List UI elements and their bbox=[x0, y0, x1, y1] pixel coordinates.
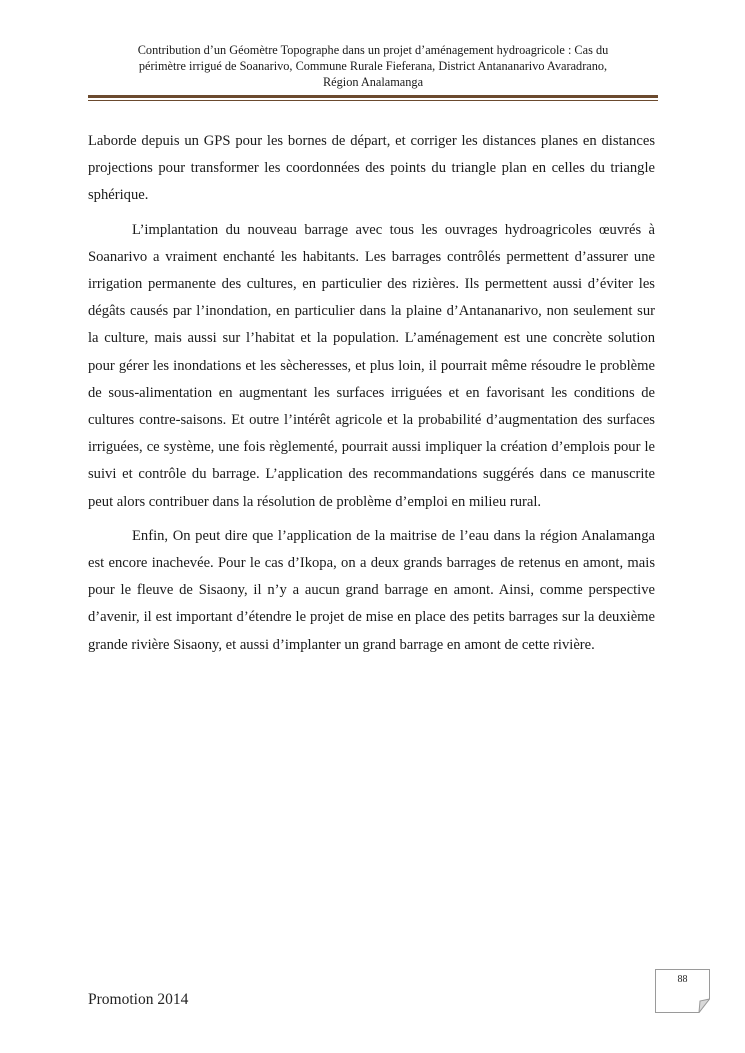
paragraph-2: L’implantation du nouveau barrage avec tous les ouvrages hydroagricoles œuvrés à Soanarivo a vraiment enchanté les habitants. Les barrages contrôlés permettent d’assurer une irrigation permanente des cultures, en particulier des rizières. Ils permettent aussi d’éviter les dégâts causés par l’inondation, en particulier dans la plaine d’Antananarivo, non seulement sur la culture, mais aussi sur l’habitat et la population. L’aménagement est une concrète solution pour gérer les inondations et les sècheresses, et plus loin, il pourrait même résoudre le problème de sous-alimentation en augmentant les surfaces irriguées et en favorisant les conditions de cultures contre-saisons. Et outre l’intérêt agricole et la probabilité d’augmentation des surfaces irriguées, ce système, une fois règlementé, pourrait aussi impliquer la création d’emplois pour le suivi et contrôle du barrage. L’application des recommandations suggérés dans ce manuscrite peut alors contribuer dans la résolution de problème d’emploi en milieu rural. bbox=[88, 221, 655, 510]
page-number-box bbox=[655, 969, 710, 1013]
running-header bbox=[88, 42, 658, 90]
paragraph-3: Enfin, On peut dire que l’application de la maitrise de l’eau dans la région Analamanga est encore inachevée. Pour le cas d’Ikopa, on a deux grands barrages de retenus en amont, mais pour le fleuve de Sisaony, il n’y a aucun grand barrage en amont. Ainsi, comme perspective d’avenir, il est important d’étendre le projet de mise en place des petits barrages sur la deuxième grande rivière Sisaony, et aussi d’implanter un grand barrage en amont de cette rivière. bbox=[88, 527, 655, 653]
body-text bbox=[88, 128, 655, 666]
page-number: 88 bbox=[677, 974, 688, 985]
header-rule-thin bbox=[88, 100, 658, 101]
footer-promotion: Promotion 2014 bbox=[88, 991, 189, 1008]
paragraph-1: Laborde depuis un GPS pour les bornes de départ, et corriger les distances planes en distances projections pour transformer les coordonnées des points du triangle plan en celles du triangle sphérique. bbox=[88, 133, 655, 204]
header-line-2: périmètre irrigué de Soanarivo, Commune Rurale Fieferana, District Antananarivo Avaradrano, bbox=[138, 59, 608, 73]
header-line-3: Région Analamanga bbox=[322, 75, 424, 89]
header-line-1: Contribution d’un Géomètre Topographe dans un projet d’aménagement hydroagricole : Cas du bbox=[137, 43, 609, 57]
header-rule-thick bbox=[88, 95, 658, 98]
